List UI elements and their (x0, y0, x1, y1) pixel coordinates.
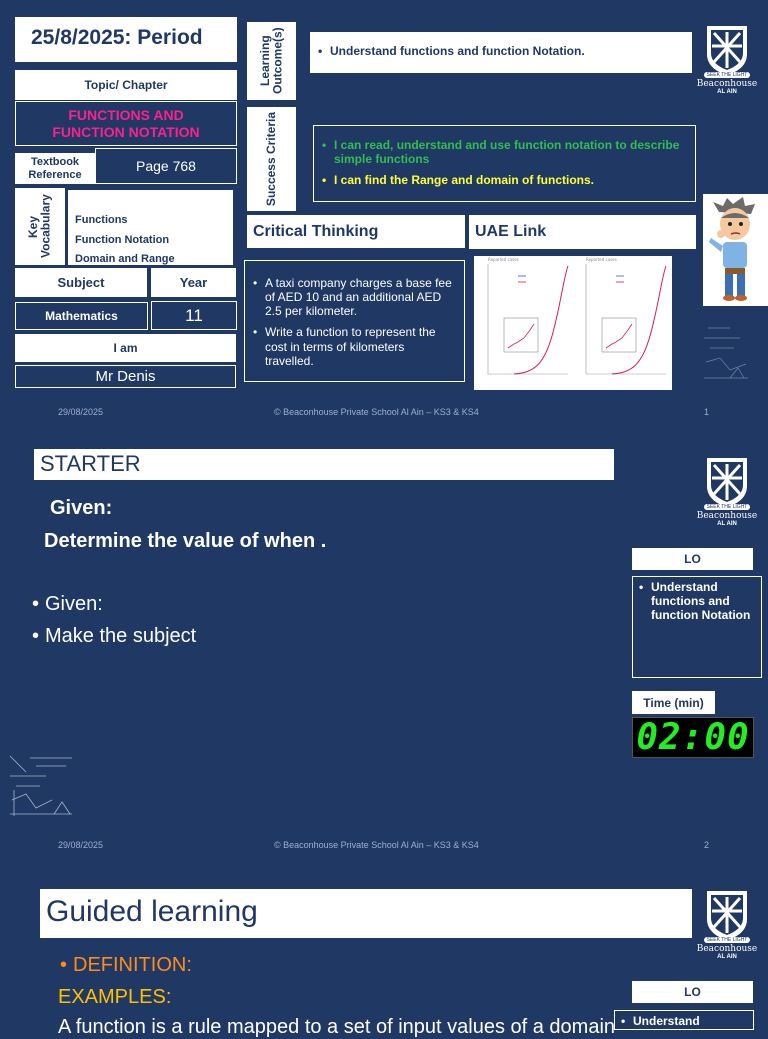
footer-date: 29/08/2025 (58, 407, 104, 417)
logo-motto: SEEK THE LIGHT (704, 72, 751, 78)
logo-name: Beaconhouse (696, 79, 758, 89)
lo-text: • Understand functions and function Notation (637, 581, 755, 622)
school-logo (694, 889, 760, 960)
critical-item-2: • Write a function to represent the cost in terms of kilometers travelled. (251, 325, 452, 367)
cartoon-character-image (703, 194, 768, 306)
logo-place: AL AIN (717, 954, 737, 960)
school-crest-icon (704, 889, 750, 941)
vocab-item: Domain and Range (75, 253, 175, 265)
starter-title: STARTER (34, 449, 614, 480)
logo-name: Beaconhouse (696, 944, 758, 954)
lo-box (614, 1010, 754, 1030)
starter-bullet: • Make the subject (30, 620, 196, 652)
lo-text-box (310, 32, 692, 73)
footer-school: © Beaconhouse Private School Al Ain – KS3 & KS4 (274, 407, 479, 417)
sc-label-box (247, 107, 296, 211)
lo-label: Learning Outcome(s) (257, 27, 285, 95)
critical-item-1: • A taxi company charges a base fee of AED 10 and an additional AED 2.5 per kilometer. (251, 276, 452, 318)
date-title-box: 25/8/2025: Period (15, 17, 237, 62)
subject-value: Mathematics (15, 302, 148, 330)
footer-date: 29/08/2025 (58, 840, 104, 850)
thinking-boy-icon (703, 194, 768, 306)
subject-label: Subject (15, 268, 147, 297)
school-crest-icon (704, 456, 750, 508)
definition-text: A function is a rule mapped to a set of input values of a domain (58, 1016, 616, 1038)
uae-graph-image (474, 256, 672, 390)
footer-page-number: 2 (704, 840, 710, 850)
examples-heading: EXAMPLES: (58, 986, 172, 1008)
starter-bullet: • Given: (30, 588, 196, 620)
definition-heading: • DEFINITION: (58, 954, 192, 977)
logo-place: AL AIN (717, 89, 737, 95)
timer-digits: 02:00 (636, 717, 750, 758)
vocab-list (68, 190, 233, 265)
sc-label: Success Criteria (264, 111, 279, 207)
teacher-name: Mr Denis (15, 365, 236, 388)
math-doodle-icon (6, 750, 76, 822)
critical-thinking-box (244, 260, 465, 382)
school-logo (694, 24, 760, 95)
determine-text: Determine the value of when . (44, 530, 327, 552)
school-logo (694, 456, 760, 527)
lo-label: LO (632, 981, 753, 1003)
logo-name: Beaconhouse (696, 511, 758, 521)
key-vocab-label: Key Vocabulary (26, 194, 53, 259)
guided-learning-title: Guided learning (40, 889, 692, 938)
topic-title: FUNCTIONS AND FUNCTION NOTATION (15, 101, 237, 146)
logo-place: AL AIN (717, 521, 737, 527)
year-value: 11 (151, 301, 237, 330)
lo-label: LO (632, 548, 753, 570)
year-label: Year (151, 268, 236, 297)
math-doodle-icon (700, 318, 752, 386)
topic-label: Topic/ Chapter (15, 70, 237, 100)
lo-text: • Understand functions and function Notation. (316, 44, 692, 58)
svg-text:Reported cases: Reported cases (586, 257, 617, 262)
starter-bullets (30, 588, 196, 652)
definition-list (58, 954, 192, 977)
uae-link-label: UAE Link (469, 215, 696, 249)
key-vocab-label-box (15, 188, 65, 265)
sc-item-1: • I can read, understand and use function notation to describe simple functions (320, 138, 687, 167)
lo-text: • Understand (619, 1014, 747, 1028)
sc-box (313, 125, 696, 202)
logo-motto: SEEK THE LIGHT (704, 504, 751, 510)
critical-thinking-label: Critical Thinking (247, 215, 465, 248)
vocab-item: Functions (75, 214, 128, 226)
textbook-label: Textbook Reference (15, 153, 95, 184)
given-heading: Given: (50, 497, 113, 519)
iam-label: I am (15, 334, 236, 362)
lo-box (632, 576, 762, 678)
school-crest-icon (704, 24, 750, 76)
sc-item-2: • I can find the Range and domain of functions. (320, 173, 687, 187)
svg-text:Reported cases: Reported cases (488, 257, 519, 262)
footer-page-number: 1 (704, 407, 710, 417)
textbook-page: Page 768 (95, 148, 237, 184)
vocab-item: Function Notation (75, 233, 170, 246)
footer-school: © Beaconhouse Private School Al Ain – KS3 & KS4 (274, 840, 479, 850)
lo-label-box (247, 22, 296, 100)
time-label: Time (min) (632, 691, 715, 714)
countdown-timer (632, 717, 754, 758)
logo-motto: SEEK THE LIGHT (704, 937, 751, 943)
growth-chart-icon (474, 256, 672, 390)
